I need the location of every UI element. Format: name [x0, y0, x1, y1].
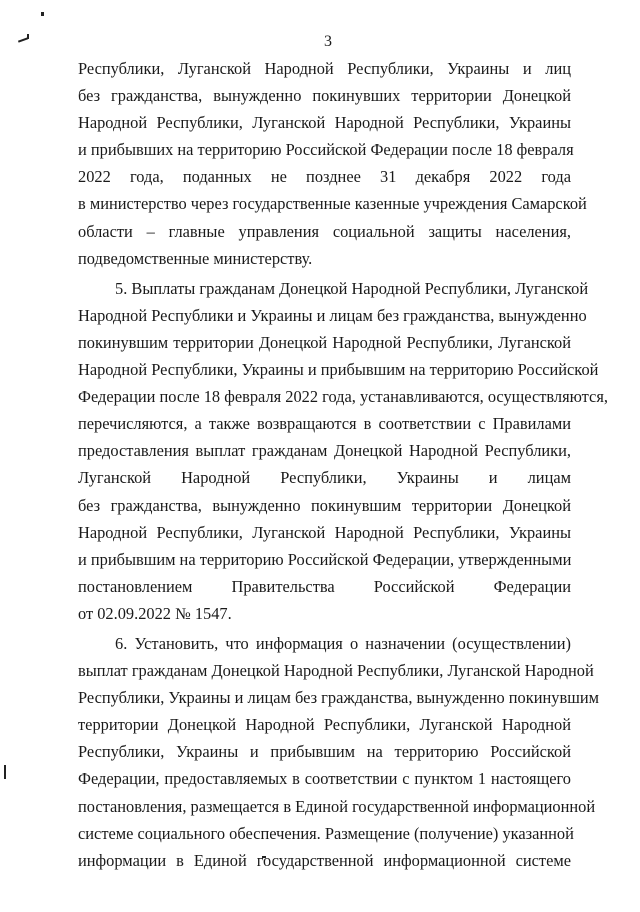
text-line: Народной Республики, Луганской Народной Республики, Украины	[78, 522, 571, 542]
text-line: без гражданства, вынужденно покинувшим территории Донецкой	[78, 495, 571, 515]
text-line: без гражданства, вынужденно покинувших территории Донецкой	[78, 86, 571, 106]
text-line: покинувшим территории Донецкой Народной Республики, Луганской	[78, 332, 571, 352]
text-line: подведомственные министерству.	[78, 248, 313, 268]
text-line: перечисляются, а также возвращаются в соответствии с Правилами	[78, 414, 571, 434]
text-line: Луганской Народной Республики, Украины и лицам	[78, 468, 571, 488]
text-line: Народной Республики, Луганской Народной Республики, Украины	[78, 113, 571, 133]
scan-mark-dot	[41, 12, 44, 16]
text-line: 5. Выплаты гражданам Донецкой Народной Республики, Луганской	[115, 278, 589, 298]
text-line: области – главные управления социальной защиты населения,	[78, 221, 571, 241]
text-line: 6. Установить, что информация о назначении (осуществлении)	[115, 633, 571, 653]
body-text	[78, 55, 608, 874]
text-line: информации в Единой государственной информационной системе	[78, 850, 571, 870]
text-line: от 02.09.2022 № 1547.	[78, 603, 232, 623]
text-line: Федерации, предоставляемых в соответствии с пунктом 1 настоящего	[78, 769, 571, 789]
text-line: и прибывшим на территорию Российской Федерации, утвержденными	[78, 549, 572, 569]
text-line: постановления, размещается в Единой государственной информационной	[78, 796, 596, 816]
text-line: в министерство через государственные казенные учреждения Самарской	[78, 194, 587, 214]
text-line: выплат гражданам Донецкой Народной Республики, Луганской Народной	[78, 661, 594, 681]
text-line: Народной Республики и Украины и лицам без гражданства, вынужденно	[78, 305, 587, 325]
text-line: и прибывших на территорию Российской Федерации после 18 февраля	[78, 140, 574, 160]
text-line: системе социального обеспечения. Размещение (получение) указанной	[78, 823, 574, 843]
text-line: Республики, Луганской Народной Республики, Украины и лиц	[78, 59, 571, 78]
text-line: постановлением Правительства Российской Федерации	[78, 576, 571, 596]
text-line: Народной Республики, Украины и прибывшим на территорию Российской	[78, 360, 599, 380]
page-number: 3	[324, 33, 332, 50]
text-line: 2022 года, поданных не позднее 31 декабря 2022 года	[78, 167, 571, 187]
text-line: Республики, Украины и прибывшим на территорию Российской	[78, 742, 571, 762]
scan-mark-left-edge	[4, 765, 6, 779]
text-line: предоставления выплат гражданам Донецкой Народной Республики,	[78, 441, 571, 461]
text-line: территории Донецкой Народной Республики, Луганской Народной	[78, 715, 571, 735]
text-line: Федерации после 18 февраля 2022 года, устанавливаются, осуществляются,	[78, 387, 608, 407]
text-line: Республики, Украины и лицам без гражданства, вынужденно покинувшим	[78, 688, 599, 708]
